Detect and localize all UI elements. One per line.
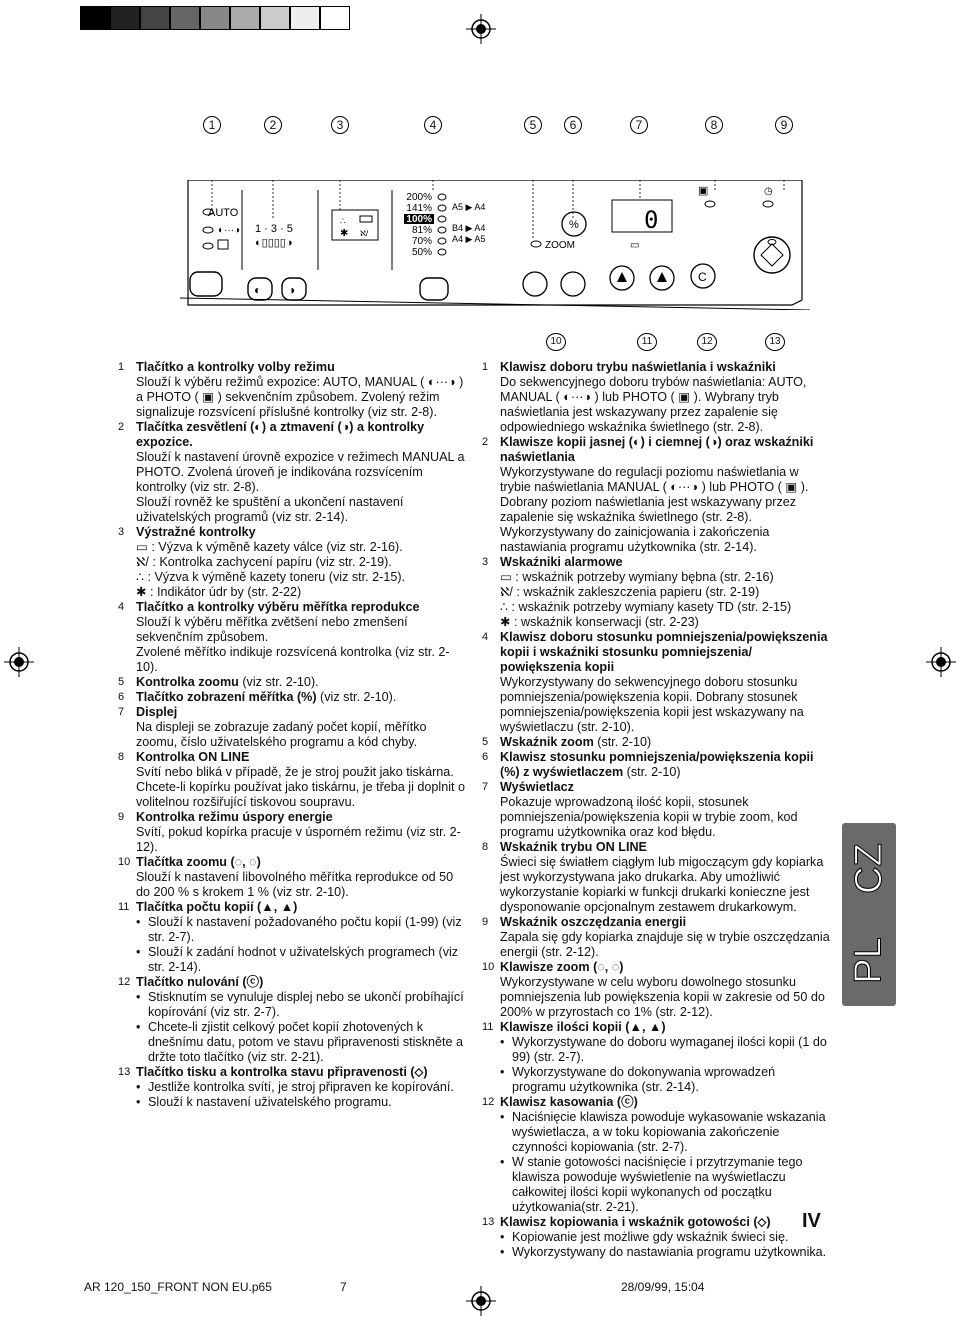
bullet-item: • Slouží k nastavení požadovaného počtu kopií (1-99) (viz str. 2-7). <box>136 915 470 945</box>
registration-mark-right <box>926 647 956 677</box>
callout-1: 1 <box>203 116 221 134</box>
callout-6: 6 <box>564 116 582 134</box>
item-heading: Wyświetlacz <box>500 780 574 794</box>
item-text: Do sekwencyjnego doboru trybów naświetlania: AUTO, MANUAL ( ◐···◑ ) lub PHOTO ( ▣ ). Wybrany tryb naświetlania jest wskazywany przez zapalenie się odpowiedniego wskaźnika świetlnego (str. 2-8). <box>500 375 807 434</box>
item-heading: Klawisz doboru stosunku pomniejszenia/powiększenia kopii i wskaźniki stosunku pomniejszenia/ powiększenia kopii <box>500 630 828 674</box>
item-reference: (str. 2-10) <box>593 735 652 749</box>
item-number: 8 <box>482 841 489 853</box>
item-number: 8 <box>118 751 125 763</box>
item-heading: Klawisze ilości kopii (▲, ▲) <box>500 1020 666 1034</box>
bullet-item: • Slouží k nastavení uživatelského programu. <box>136 1095 470 1110</box>
item-heading: Wskaźnik zoom <box>500 735 594 749</box>
svg-text:▭: ▭ <box>630 240 640 251</box>
item-number: 7 <box>482 781 489 793</box>
item-heading: Tlačítka zoomu (◌, ◌) <box>136 855 261 869</box>
bullet-list <box>136 1080 470 1110</box>
item-number: 12 <box>482 1096 495 1108</box>
svg-text:A5 ▶ A4: A5 ▶ A4 <box>452 202 486 212</box>
item-heading: Kontrolka zoomu <box>136 675 239 689</box>
item-text: Slouží k výběru měřítka zvětšení nebo zmenšení sekvenčním způsobem. <box>136 615 408 644</box>
item-heading: Výstražné kontrolky <box>136 525 256 539</box>
callout-11: 11 <box>637 333 657 351</box>
list-item <box>118 750 470 810</box>
item-text: ℵ/ : wskaźnik zakleszczenia papieru (str. 2-19) <box>500 585 760 599</box>
svg-text:▣: ▣ <box>698 185 709 197</box>
item-number: 1 <box>482 361 489 373</box>
footer-file: AR 120_150_FRONT NON EU.p65 <box>84 1280 272 1294</box>
item-heading: Wskaźnik trybu ON LINE <box>500 840 647 854</box>
item-heading: Tlačítko a kontrolky volby režimu <box>136 360 335 374</box>
item-text: ∴ : wskaźnik potrzeby wymiany kasety TD (str. 2-15) <box>500 600 792 614</box>
list-item <box>118 360 470 420</box>
item-number: 9 <box>482 916 489 928</box>
item-heading: Klawisze zoom (◌, ◌) <box>500 960 624 974</box>
item-heading: Klawisz doboru trybu naświetlania i wskaźniki <box>500 360 776 374</box>
svg-text:%: % <box>569 219 579 231</box>
svg-text:B4 ▶ A4: B4 ▶ A4 <box>452 223 486 233</box>
list-item <box>118 855 470 900</box>
item-text: ✱ : wskaźnik konserwacji (str. 2-23) <box>500 615 699 629</box>
item-number: 11 <box>118 901 130 913</box>
item-heading: Tlačítko nulování (ⓒ) <box>136 975 264 989</box>
bullet-item: • Chcete-li zjistit celkový počet kopií zhotovených k dnešnímu datu, potom ve stavu připravenosti stiskněte a držte toto tlačítko (viz str. 2-21). <box>136 1020 470 1065</box>
callout-8: 8 <box>705 116 723 134</box>
svg-text:◐▯▯▯▯◑: ◐▯▯▯▯◑ <box>255 237 293 249</box>
item-heading: Tlačítko zobrazení měřítka (%) <box>136 690 317 704</box>
item-text: Svítí, pokud kopírka pracuje v úsporném režimu (viz str. 2-12). <box>136 825 461 854</box>
svg-text:50%: 50% <box>411 247 432 258</box>
svg-text:A4 ▶ A5: A4 ▶ A5 <box>452 234 486 244</box>
bullet-list <box>500 1035 830 1095</box>
callout-4: 4 <box>424 116 442 134</box>
item-heading: Tlačítka zesvětlení (◐) a ztmavení (◑) a kontrolky expozice. <box>136 420 425 449</box>
bullet-item: • Wykorzystywane do doboru wymaganej ilości kopii (1 do 99) (str. 2-7). <box>500 1035 830 1065</box>
list-item <box>118 420 470 525</box>
bullet-list <box>500 1230 830 1260</box>
item-number: 3 <box>482 556 489 568</box>
item-text: Świeci się światłem ciągłym lub migoczącym gdy kopiarka jest wykorzystywana jako drukarka. Aby umożliwić wykorzystanie kopiarki w funkcji drukarki konieczne jest dysponowanie opcjonalnym zestawem drukarkowym. <box>500 855 824 914</box>
list-item <box>118 705 470 750</box>
item-number: 9 <box>118 811 125 823</box>
bullet-item: • Kopiowanie jest możliwe gdy wskaźnik świeci się. <box>500 1230 830 1245</box>
item-number: 6 <box>482 751 489 763</box>
item-text: Na displeji se zobrazuje zadaný počet kopií, měřítko zoomu, číslo uživatelského programu a kód chyby. <box>136 720 427 749</box>
item-text: Wykorzystywane w celu wyboru dowolnego stosunku pomniejszenia lub powiększenia kopii w zakresie od 50 do 200% w przyrostach co 1% (str. 2-12). <box>500 975 825 1019</box>
callout-13: 13 <box>765 333 785 351</box>
svg-text:◐···◑: ◐···◑ <box>218 225 241 236</box>
item-number: 3 <box>118 526 125 538</box>
item-heading: Tlačítko a kontrolky výběru měřítka reprodukce <box>136 600 420 614</box>
bullet-item: • W stanie gotowości naciśnięcie i przytrzymanie tego klawisza powoduje wyświetlenie na wyświetlaczu całkowitej ilości kopii wykonanych od początku użytkowania(str. 2-21). <box>500 1155 830 1215</box>
callout-2: 2 <box>264 116 282 134</box>
svg-text:◷: ◷ <box>764 186 773 197</box>
czech-column <box>118 360 470 1110</box>
item-text: Slouží rovněž ke spuštění a ukončení nastavení uživatelských programů (viz str. 2-14). <box>136 495 404 524</box>
registration-mark-top <box>466 14 496 44</box>
bullet-item: • Wykorzystywane do dokonywania wprowadzeń programu użytkownika (str. 2-14). <box>500 1065 830 1095</box>
item-reference: (viz str. 2-10). <box>238 675 319 689</box>
item-number: 11 <box>482 1021 494 1033</box>
bullet-item: • Wykorzystywany do nastawiania programu użytkownika. <box>500 1245 830 1260</box>
item-number: 7 <box>118 706 125 718</box>
list-item <box>482 840 830 915</box>
item-text: ▭ : Výzva k výměně kazety válce (viz str. 2-16). <box>136 540 403 554</box>
list-item <box>482 1215 830 1260</box>
list-item <box>482 735 830 750</box>
svg-text:1 · 3 · 5: 1 · 3 · 5 <box>255 223 293 235</box>
list-item <box>482 780 830 840</box>
callout-5: 5 <box>524 116 542 134</box>
registration-mark-left <box>4 647 34 677</box>
language-tab-pl: PL <box>847 937 890 984</box>
svg-text:70%: 70% <box>411 236 432 247</box>
item-text: Wykorzystywane do regulacji poziomu naświetlania w trybie naświetlania MANUAL ( ◐···◑ ) lub PHOTO ( ▣ ). Dobrany poziom naświetlania jest wskazywany przez zapalenie się wskaźnika świetlnego (str. 2-8). Wykorzystywany do zainicjowania i zakończenia nastawiania programu użytkownika (str. 2-14). <box>500 465 809 554</box>
svg-text:81%: 81% <box>411 225 432 236</box>
list-item <box>482 750 830 780</box>
svg-text:✱: ✱ <box>340 228 349 239</box>
list-item <box>118 675 470 690</box>
item-reference: (viz str. 2-10). <box>316 690 397 704</box>
item-number: 10 <box>118 856 131 868</box>
language-tab <box>842 823 896 1006</box>
item-number: 2 <box>118 421 125 433</box>
item-number: 12 <box>118 976 131 988</box>
item-number: 13 <box>482 1216 495 1228</box>
item-number: 5 <box>482 736 489 748</box>
color-bar <box>80 6 350 30</box>
bullet-list <box>136 915 470 975</box>
polish-column <box>482 360 830 1260</box>
list-item <box>118 600 470 675</box>
item-text: Slouží k nastavení úrovně expozice v režimech MANUAL a PHOTO. Zvolená úroveň je indikována rozsvícením kontrolky (viz str. 2-8). <box>136 450 465 494</box>
item-text: Zvolené měřítko indikuje rozsvícená kontrolka (viz str. 2-10). <box>136 645 450 674</box>
list-item <box>482 915 830 960</box>
svg-text:0: 0 <box>644 206 659 234</box>
item-heading: Kontrolka režimu úspory energie <box>136 810 333 824</box>
item-text: ▭ : wskaźnik potrzeby wymiany bębna (str. 2-16) <box>500 570 774 584</box>
svg-text:ZOOM: ZOOM <box>545 240 575 251</box>
auto-label: AUTO <box>208 207 239 219</box>
list-item <box>118 525 470 600</box>
list-item <box>118 810 470 855</box>
item-heading: Wskaźnik oszczędzania energii <box>500 915 687 929</box>
bullet-item: • Stisknutím se vynuluje displej nebo se ukončí probíhající kopírování (viz str. 2-7). <box>136 990 470 1020</box>
svg-text:ℵ/: ℵ/ <box>360 229 369 238</box>
item-text: Svítí nebo bliká v případě, že je stroj použit jako tiskárna. Chcete-li kopírku používat jako tiskárnu, je třeba ji doplnit o volitelnou rozšiřující tiskovou soupravu. <box>136 765 466 809</box>
list-item <box>482 960 830 1020</box>
list-item <box>482 1020 830 1095</box>
registration-mark-bottom <box>466 1286 496 1316</box>
callout-10: 10 <box>546 333 566 351</box>
page-number: IV <box>802 1210 821 1232</box>
svg-text:◑: ◑ <box>288 283 296 297</box>
bullet-list <box>136 990 470 1065</box>
item-reference: (str. 2-10) <box>623 765 681 779</box>
list-item <box>482 435 830 555</box>
item-text: ✱ : Indikátor údr by (str. 2-22) <box>136 585 302 599</box>
item-heading: Klawisz kasowania (ⓒ) <box>500 1095 638 1109</box>
language-tab-cz: CZ <box>847 843 890 895</box>
item-heading: Tlačítka počtu kopií (▲, ▲) <box>136 900 298 914</box>
item-number: 13 <box>118 1066 131 1078</box>
list-item <box>482 1095 830 1215</box>
control-panel-diagram <box>180 180 810 310</box>
footer-page: 7 <box>340 1280 347 1294</box>
svg-text:200%: 200% <box>406 192 432 203</box>
bullet-item: • Slouží k zadání hodnot v uživatelských programech (viz str. 2-14). <box>136 945 470 975</box>
item-text: Wykorzystywany do sekwencyjnego doboru stosunku pomniejszenia/powiększenia kopii. Dobrany stosunek pomniejszenia/powiększenia kopii jest wskazywany na wyświetlaczu (str. 2-10). <box>500 675 804 734</box>
item-text: Slouží k výběru režimů expozice: AUTO, MANUAL ( ◐···◑ ) a PHOTO ( ▣ ) sekvenčním způsobem. Zvolený režim signalizuje rozsvícení příslušné kontrolky (viz str. 2-8). <box>136 375 464 419</box>
item-number: 5 <box>118 676 125 688</box>
bullet-list <box>500 1110 830 1215</box>
list-item <box>482 630 830 735</box>
svg-text:C: C <box>698 270 707 284</box>
item-number: 10 <box>482 961 495 973</box>
item-heading: Klawisz stosunku pomniejszenia/powiększenia kopii (%) z wyświetlaczem <box>500 750 814 779</box>
svg-text:∴: ∴ <box>340 216 346 226</box>
svg-text:100%: 100% <box>406 214 432 225</box>
item-heading: Tlačítko tisku a kontrolka stavu připravenosti (⬦) <box>136 1065 428 1079</box>
item-text: Zapala się gdy kopiarka znajduje się w trybie oszczędzania energii (str. 2-12). <box>500 930 830 959</box>
item-heading: Wskaźniki alarmowe <box>500 555 623 569</box>
bullet-item: • Jestliže kontrolka svítí, je stroj připraven ke kopírování. <box>136 1080 470 1095</box>
item-heading: Klawisz kopiowania i wskaźnik gotowości (⬦) <box>500 1215 771 1229</box>
item-heading: Klawisze kopii jasnej (◐) i ciemnej (◑) oraz wskaźniki naświetlania <box>500 435 814 464</box>
list-item <box>118 975 470 1065</box>
item-number: 2 <box>482 436 489 448</box>
callout-12: 12 <box>697 333 717 351</box>
item-number: 4 <box>482 631 489 643</box>
list-item <box>118 1065 470 1110</box>
item-heading: Kontrolka ON LINE <box>136 750 250 764</box>
list-item <box>118 900 470 975</box>
callout-9: 9 <box>775 116 793 134</box>
callout-3: 3 <box>331 116 349 134</box>
list-item <box>482 555 830 630</box>
item-number: 6 <box>118 691 125 703</box>
bullet-item: • Naciśnięcie klawisza powoduje wykasowanie wskazania wyświetlacza, a w toku kopiowania zakończenie czynności kopiowania (str. 2-7). <box>500 1110 830 1155</box>
svg-text:141%: 141% <box>406 203 432 214</box>
footer-date: 28/09/99, 15:04 <box>621 1280 705 1294</box>
list-item <box>118 690 470 705</box>
svg-text:◐: ◐ <box>254 283 262 297</box>
item-number: 1 <box>118 361 125 373</box>
callout-7: 7 <box>630 116 648 134</box>
item-text: ∴ : Výzva k výměně kazety toneru (viz str. 2-15). <box>136 570 406 584</box>
list-item <box>482 360 830 435</box>
item-text: Slouží k nastavení libovolného měřítka reprodukce od 50 do 200 % s krokem 1 % (viz str. 2-10). <box>136 870 454 899</box>
item-text: ℵ/ : Kontrolka zachycení papíru (viz str. 2-19). <box>136 555 392 569</box>
item-number: 4 <box>118 601 125 613</box>
item-text: Pokazuje wprowadzoną ilość kopii, stosunek pomniejszenia/powiększenia kopii w trybie zoom, kod programu użytkownika oraz kod błędu. <box>500 795 798 839</box>
item-heading: Displej <box>136 705 178 719</box>
